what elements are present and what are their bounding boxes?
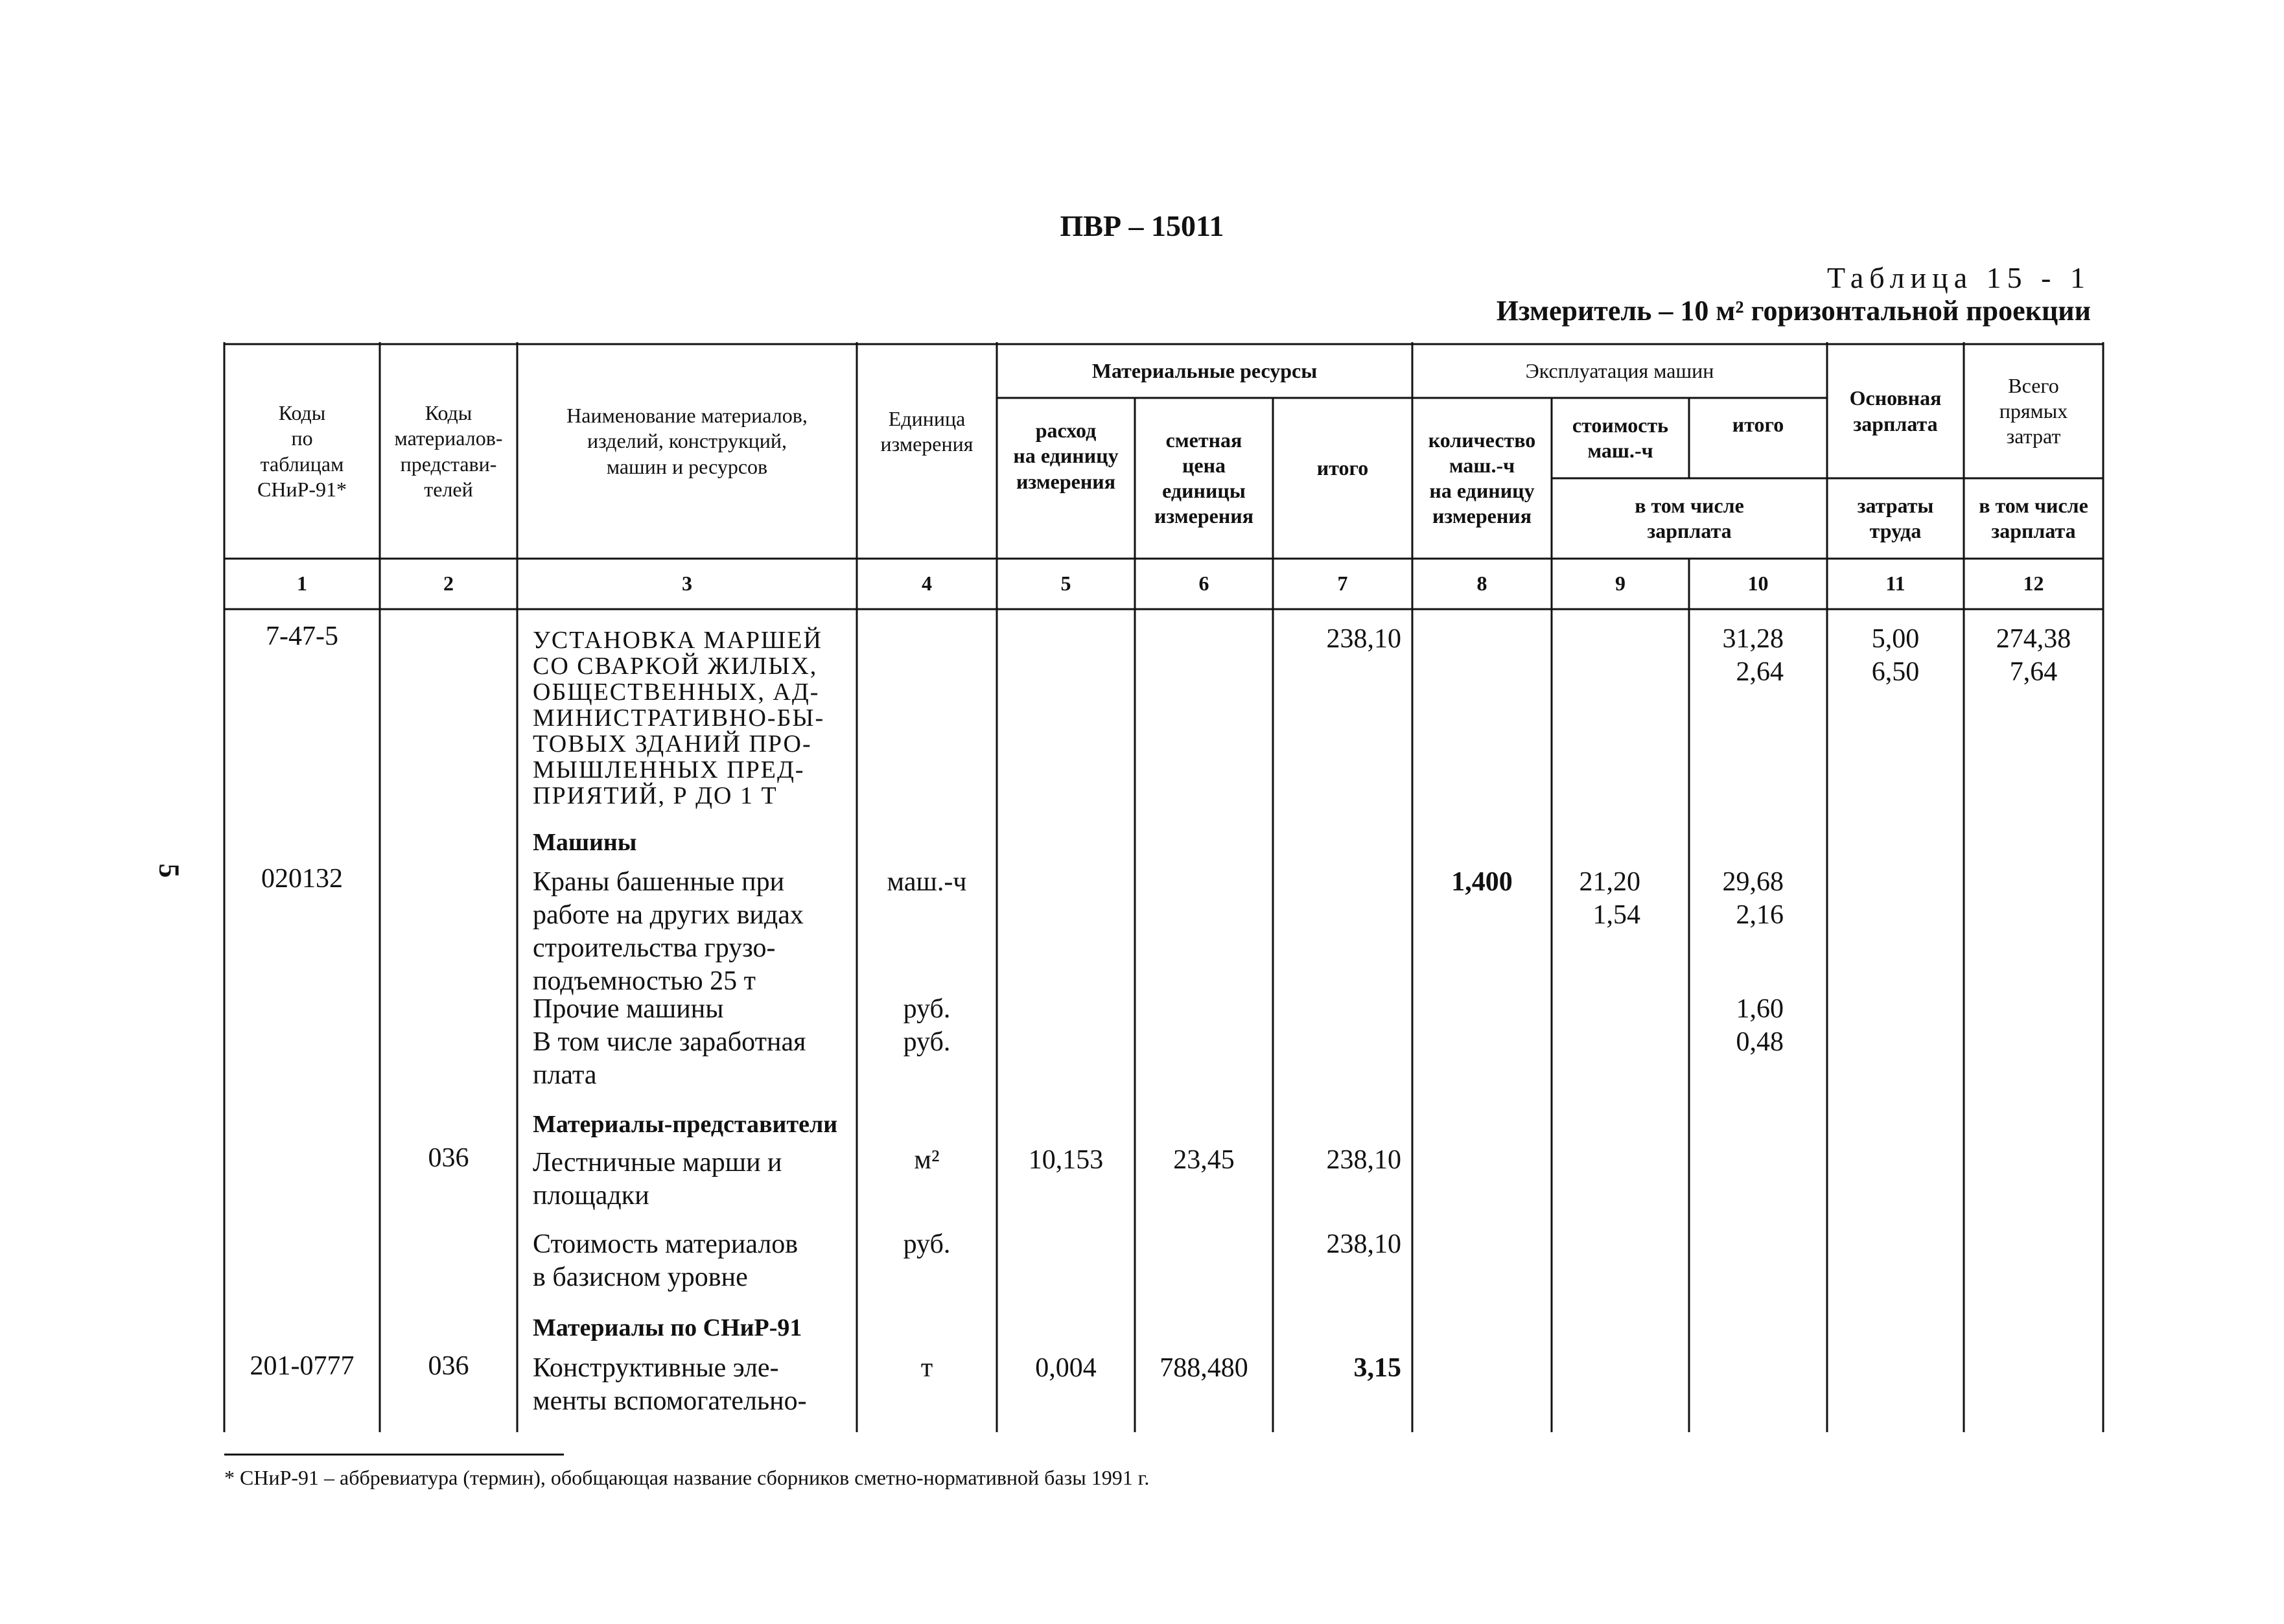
section-representatives-heading: Материалы-представители bbox=[533, 1111, 838, 1138]
header-consumption: расход на единицу измерения bbox=[1013, 419, 1119, 493]
column-number: 8 bbox=[1476, 572, 1487, 596]
column-number: 10 bbox=[1747, 572, 1769, 596]
section-machines-heading: Машины bbox=[533, 829, 637, 856]
structural-total: 3,15 bbox=[1353, 1353, 1401, 1383]
main-item-direct-total: 274,38 7,64 bbox=[1996, 624, 2071, 687]
header-codes-representatives: Коды материалов- представи- телей bbox=[394, 401, 503, 501]
column-number: 3 bbox=[682, 572, 692, 596]
section-snip-heading: Материалы по СНиР-91 bbox=[533, 1314, 802, 1341]
header-group-materials: Материальные ресурсы bbox=[1091, 358, 1318, 382]
column-number: 11 bbox=[1885, 572, 1905, 596]
column-number: 7 bbox=[1337, 572, 1348, 596]
unit-line: Измеритель – 10 м² горизонтальной проекции bbox=[1496, 295, 2091, 327]
structural-price: 788,480 bbox=[1159, 1353, 1248, 1383]
wage-included-unit: руб. bbox=[903, 1027, 951, 1057]
base-cost-name: Стоимость материалов в базисном уровне bbox=[533, 1229, 798, 1292]
header-group-machines: Эксплуатация машин bbox=[1525, 358, 1714, 382]
column-number: 9 bbox=[1615, 572, 1626, 596]
header-price: сметная цена единицы измерения bbox=[1154, 428, 1254, 528]
column-number: 2 bbox=[443, 572, 454, 596]
stairs-name: Лестничные марши и площадки bbox=[533, 1148, 782, 1211]
header-main-wage: Основная зарплата bbox=[1849, 386, 1942, 435]
column-number: 12 bbox=[2023, 572, 2044, 596]
column-number: 5 bbox=[1060, 572, 1071, 596]
structural-consumption: 0,004 bbox=[1035, 1353, 1097, 1383]
stairs-representative-code: 036 bbox=[428, 1143, 469, 1173]
column-number: 4 bbox=[922, 572, 932, 596]
structural-name: Конструктивные эле- менты вспомогательно- bbox=[533, 1353, 807, 1416]
header-machines-total: итого bbox=[1732, 413, 1784, 437]
header-direct-wage: в том числе зарплата bbox=[1979, 493, 2088, 542]
column-number: 1 bbox=[297, 572, 307, 596]
stairs-price: 23,45 bbox=[1173, 1145, 1235, 1175]
base-cost-total: 238,10 bbox=[1326, 1229, 1401, 1259]
crane-machines-total: 29,68 2,16 bbox=[1722, 867, 1784, 930]
page-number: 5 bbox=[153, 863, 185, 878]
main-item-code: 7-47-5 bbox=[266, 621, 338, 651]
other-machines-total: 1,60 bbox=[1736, 994, 1784, 1024]
header-labor: затраты труда bbox=[1857, 493, 1934, 542]
structural-representative-code: 036 bbox=[428, 1351, 469, 1381]
other-machines-unit: руб. bbox=[903, 994, 951, 1024]
header-unit: Единица измерения bbox=[880, 406, 973, 456]
structural-code: 201-0777 bbox=[250, 1351, 355, 1381]
crane-machine-cost: 21,20 1,54 bbox=[1579, 867, 1640, 930]
structural-unit: т bbox=[920, 1353, 933, 1383]
footnote: * СНиР-91 – аббревиатура (термин), обобщающая название сборников сметно-нормативной базы 1991 г. bbox=[224, 1466, 1150, 1489]
header-name: Наименование материалов, изделий, конструкций, машин и ресурсов bbox=[566, 404, 808, 478]
header-machines-wage: в том числе зарплата bbox=[1635, 493, 1744, 542]
header-codes-snip: Коды по таблицам СНиР-91* bbox=[257, 401, 347, 501]
other-machines-name: Прочие машины bbox=[533, 994, 724, 1024]
document-title: ПВР – 15011 bbox=[1060, 209, 1224, 242]
column-number: 6 bbox=[1198, 572, 1209, 596]
crane-name: Краны башенные при работе на других видах строительства грузо- подъемностью 25 т bbox=[533, 867, 804, 996]
crane-unit: маш.-ч bbox=[887, 867, 967, 897]
main-item-main-wage: 5,00 6,50 bbox=[1871, 624, 1920, 687]
header-machine-cost: стоимость маш.-ч bbox=[1572, 413, 1669, 462]
stairs-consumption: 10,153 bbox=[1028, 1145, 1104, 1175]
main-item-machines-total: 31,28 2,64 bbox=[1722, 624, 1784, 687]
main-item-materials-total: 238,10 bbox=[1326, 624, 1401, 654]
footnote-rule bbox=[224, 1454, 564, 1456]
main-item-name: УСТАНОВКА МАРШЕЙ СО СВАРКОЙ ЖИЛЫХ, ОБЩЕСТВЕННЫХ, АД- МИНИСТРАТИВНО-БЫ- ТОВЫХ ЗДАНИЙ ПРО- МЫШЛЕННЫХ ПРЕД- ПРИЯТИЙ, Р ДО 1 Т bbox=[533, 627, 825, 809]
table-label: Таблица 15 - 1 bbox=[1826, 261, 2091, 294]
stairs-unit: м² bbox=[914, 1145, 940, 1175]
wage-included-name: В том числе заработная плата bbox=[533, 1027, 806, 1090]
header-direct-costs: Всего прямых затрат bbox=[1999, 373, 2068, 448]
wage-included-total: 0,48 bbox=[1736, 1027, 1784, 1057]
crane-code: 020132 bbox=[261, 864, 343, 894]
header-machine-hours: количество маш.-ч на единицу измерения bbox=[1428, 428, 1536, 528]
crane-machine-hours: 1,400 bbox=[1451, 867, 1513, 897]
header-materials-total: итого bbox=[1316, 456, 1369, 480]
stairs-total: 238,10 bbox=[1326, 1145, 1401, 1175]
base-cost-unit: руб. bbox=[903, 1229, 951, 1259]
